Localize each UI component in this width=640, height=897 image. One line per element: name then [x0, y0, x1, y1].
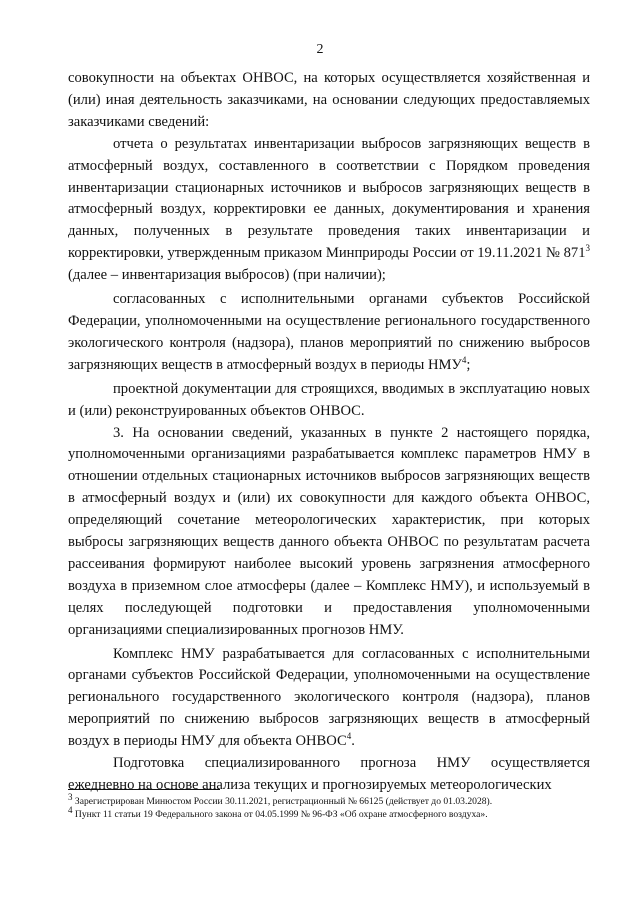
footnote-ref-3: 3	[585, 243, 590, 254]
footnote-separator	[68, 789, 220, 790]
paragraph-4	[68, 379, 590, 423]
paragraph-7	[68, 753, 590, 797]
footnote-ref-4-second: 4	[346, 731, 352, 742]
paragraph-1-text: совокупности на объектах ОНВОС, на которых осуществляется хозяйственная и (или) иная деятельность заказчиками, на основании следующих предоставляемых заказчиками сведений:	[68, 70, 590, 130]
paragraph-1	[68, 68, 590, 134]
paragraph-2	[68, 134, 590, 287]
footnote-ref-4: 4	[461, 354, 467, 365]
paragraph-3-tail: ;	[466, 356, 471, 373]
footnote-3-mark: 3	[68, 791, 73, 802]
paragraph-3	[68, 289, 590, 377]
page-number: 2	[316, 42, 324, 57]
footnote-4-mark: 4	[68, 804, 73, 815]
footnote-4	[68, 804, 590, 821]
paragraph-5	[68, 423, 590, 642]
paragraph-3-text: согласованных с исполнительными органами субъектов Российской Федерации, уполномоченными на осуществление регионального государственного экологического контроля (надзора), планов мероприятий по снижению выбросов загрязняющих веществ в атмосферный воздух в периоды НМУ	[68, 291, 590, 373]
paragraph-2-tail: (далее – инвентаризация выбросов) (при наличии);	[68, 267, 386, 284]
paragraph-6	[68, 644, 590, 754]
footnotes	[68, 791, 590, 821]
paragraph-5-text: 3. На основании сведений, указанных в пункте 2 настоящего порядка, уполномоченными организациями разрабатывается комплекс параметров НМУ в отношении отдельных стационарных источников выбросов загрязняющих веществ в атмосферный воздух и (или) их совокупности для каждого объекта ОНВОС, определяющий сочетание метеорологических характеристик, при которых выбросы загрязняющих веществ данного объекта ОНВОС по результатам расчета рассеивания формируют наиболее высокий уровень загрязнения атмосферного воздуха в приземном слое атмосферы (далее – Комплекс НМУ), и используемый в целях последующей подготовки и предоставления уполномоченными организациями специализированных прогнозов НМУ.	[68, 424, 590, 638]
paragraph-2-text: отчета о результатах инвентаризации выбросов загрязняющих веществ в атмосферный воздух, составленного в соответствии с Порядком проведения инвентаризации стационарных источников и выбросов загрязняющих веществ в атмосферный воздух, корректировки ее данных, документирования и хранения данных, полученных в результате проведения таких инвентаризации и корректировки, утвержденным приказом Минприроды России от 19.11.2021 № 871	[68, 135, 590, 262]
footnote-3-text: Зарегистрирован Минюстом России 30.11.2021, регистрационный № 66125 (действует до 01.03.2028).	[72, 796, 493, 807]
paragraph-7-text: Подготовка специализированного прогноза НМУ осуществляется ежедневно на основе анализа текущих и прогнозируемых метеорологических	[68, 755, 590, 793]
footnote-4-text: Пункт 11 статьи 19 Федерального закона от 04.05.1999 № 96-ФЗ «Об охране атмосферного воздуха».	[72, 809, 488, 820]
paragraph-6-tail: .	[351, 733, 355, 750]
paragraph-4-text: проектной документации для строящихся, вводимых в эксплуатацию новых и (или) реконструированных объектов ОНВОС.	[68, 380, 590, 419]
footnote-3	[68, 791, 590, 808]
paragraph-6-text: Комплекс НМУ разрабатывается для согласованных с исполнительными органами субъектов Российской Федерации, уполномоченными на осуществление регионального государственного экологического контроля (надзора), планов мероприятий по снижению выбросов загрязняющих веществ в атмосферный воздух в периоды НМУ для объекта ОНВОС	[68, 645, 590, 750]
document-body	[68, 68, 590, 797]
